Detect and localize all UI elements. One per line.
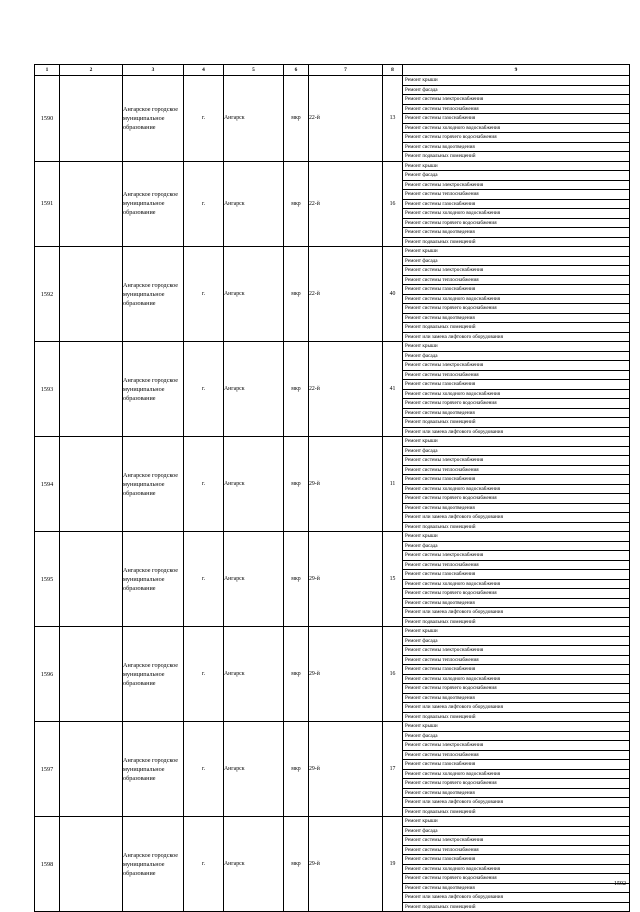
work-item: Ремонт системы горячего водоснабжения: [403, 304, 629, 314]
works-cell: [403, 532, 630, 627]
city-cell: Ангарск: [224, 161, 284, 247]
work-item: Ремонт системы водоотведения: [403, 314, 629, 324]
work-item: Ремонт системы газоснабжения: [403, 475, 629, 485]
work-item: Ремонт системы теплоснабжения: [403, 276, 629, 286]
work-item: Ремонт подвальных помещений: [405, 713, 476, 720]
district-type-cell: мкр: [284, 161, 309, 247]
work-item: Ремонт или замена лифтового оборудования: [403, 893, 629, 903]
work-item: Ремонт подвальных помещений: [405, 808, 476, 815]
work-item: Ремонт системы водоотведения: [403, 228, 629, 238]
work-item: Ремонт системы электроснабжения: [403, 181, 629, 191]
work-item: Ремонт или замена лифтового оборудования: [403, 608, 629, 618]
work-item: Ремонт фасада: [403, 86, 629, 96]
street-cell: 29-й: [309, 722, 383, 817]
work-item: Ремонт системы теплоснабжения: [403, 466, 629, 476]
work-item: Ремонт системы газоснабжения: [403, 570, 629, 580]
work-item: Ремонт крыши: [403, 627, 629, 637]
work-item: Ремонт подвальных помещений: [403, 418, 629, 428]
empty-cell: [60, 437, 123, 532]
work-item: Ремонт системы теплоснабжения: [403, 656, 629, 666]
work-item: Ремонт фасада: [403, 827, 629, 837]
column-header: 8: [383, 65, 403, 76]
house-number-cell: 40: [383, 247, 403, 342]
work-item: Ремонт системы горячего водоснабжения: [403, 494, 629, 504]
works-cell: [403, 76, 630, 162]
work-item: Ремонт фасада: [403, 637, 629, 647]
municipality-cell: Ангарское городское муниципальное образование: [123, 247, 184, 342]
empty-cell: [60, 817, 123, 912]
work-item: Ремонт системы горячего водоснабжения: [403, 219, 629, 229]
settlement-type-cell: г.: [184, 247, 224, 342]
work-item: Ремонт фасада: [403, 542, 629, 552]
work-item: Ремонт крыши: [403, 437, 629, 447]
work-item: Ремонт системы горячего водоснабжения: [403, 133, 629, 143]
street-cell: 22-й: [309, 342, 383, 437]
work-item: Ремонт фасада: [403, 732, 629, 742]
empty-cell: [60, 76, 123, 162]
work-item: Ремонт системы горячего водоснабжения: [403, 779, 629, 789]
work-item: Ремонт системы газоснабжения: [403, 665, 629, 675]
empty-cell: [60, 722, 123, 817]
house-number-cell: 17: [383, 722, 403, 817]
work-item: Ремонт системы холодного водоснабжения: [403, 485, 629, 495]
work-item: Ремонт крыши: [403, 247, 629, 257]
row-number: 1594: [35, 437, 60, 532]
street-cell: 29-й: [309, 437, 383, 532]
work-item: Ремонт системы газоснабжения: [403, 285, 629, 295]
column-header: 7: [309, 65, 383, 76]
city-cell: Ангарск: [224, 76, 284, 162]
work-item: Ремонт или замена лифтового оборудования: [403, 513, 629, 523]
work-item: Ремонт подвальных помещений: [405, 153, 476, 159]
work-item: Ремонт системы холодного водоснабжения: [403, 675, 629, 685]
house-number-cell: 13: [383, 76, 403, 162]
house-number-cell: 16: [383, 627, 403, 722]
street-cell: 22-й: [309, 76, 383, 162]
work-item: Ремонт системы горячего водоснабжения: [403, 399, 629, 409]
row-number: 1593: [35, 342, 60, 437]
table-row: [35, 161, 630, 247]
municipality-cell: Ангарское городское муниципальное образование: [123, 722, 184, 817]
work-item: Ремонт системы холодного водоснабжения: [403, 124, 629, 134]
table-row: [35, 722, 630, 817]
table-row: [35, 247, 630, 342]
work-item: Ремонт или замена лифтового оборудования: [403, 703, 629, 713]
works-cell: [403, 161, 630, 247]
column-header: 9: [403, 65, 630, 76]
works-cell: [403, 437, 630, 532]
municipality-cell: Ангарское городское муниципальное образование: [123, 627, 184, 722]
street-cell: 29-й: [309, 532, 383, 627]
work-item: Ремонт системы водоотведения: [403, 143, 629, 153]
work-item: Ремонт системы электроснабжения: [403, 646, 629, 656]
work-item: Ремонт системы холодного водоснабжения: [403, 770, 629, 780]
row-number: 1590: [35, 76, 60, 162]
city-cell: Ангарск: [224, 532, 284, 627]
work-item: Ремонт крыши: [403, 722, 629, 732]
row-number: 1592: [35, 247, 60, 342]
work-item: Ремонт системы электроснабжения: [403, 95, 629, 105]
work-item: Ремонт крыши: [403, 342, 629, 352]
work-item: Ремонт системы холодного водоснабжения: [403, 580, 629, 590]
work-item: Ремонт крыши: [403, 76, 629, 86]
work-item: Ремонт системы теплоснабжения: [403, 190, 629, 200]
work-item: Ремонт системы горячего водоснабжения: [403, 874, 629, 884]
work-item: Ремонт системы водоотведения: [403, 409, 629, 419]
column-header: 3: [123, 65, 184, 76]
street-cell: 29-й: [309, 817, 383, 912]
district-type-cell: мкр: [284, 437, 309, 532]
work-item: Ремонт системы теплоснабжения: [403, 561, 629, 571]
work-item: Ремонт системы теплоснабжения: [403, 371, 629, 381]
street-cell: 22-й: [309, 161, 383, 247]
work-item: Ремонт системы холодного водоснабжения: [403, 209, 629, 219]
table-row: [35, 437, 630, 532]
page-number: 1592: [614, 881, 626, 887]
municipality-cell: Ангарское городское муниципальное образование: [123, 161, 184, 247]
column-number-row: [35, 65, 630, 76]
municipality-cell: Ангарское городское муниципальное образование: [123, 342, 184, 437]
column-header: 1: [35, 65, 60, 76]
street-cell: 22-й: [309, 247, 383, 342]
work-item: Ремонт фасада: [403, 257, 629, 267]
work-item: Ремонт системы электроснабжения: [403, 361, 629, 371]
table-body: [35, 76, 630, 912]
city-cell: Ангарск: [224, 247, 284, 342]
table-row: [35, 76, 630, 162]
row-number: 1596: [35, 627, 60, 722]
work-item: Ремонт системы холодного водоснабжения: [403, 390, 629, 400]
empty-cell: [60, 247, 123, 342]
works-cell: [403, 627, 630, 722]
table-row: [35, 627, 630, 722]
column-header: 4: [184, 65, 224, 76]
settlement-type-cell: г.: [184, 722, 224, 817]
district-type-cell: мкр: [284, 532, 309, 627]
empty-cell: [60, 627, 123, 722]
city-cell: Ангарск: [224, 627, 284, 722]
work-item: Ремонт или замена лифтового оборудования: [405, 333, 503, 340]
work-item: Ремонт или замена лифтового оборудования: [405, 428, 503, 435]
house-number-cell: 15: [383, 532, 403, 627]
work-item: Ремонт системы горячего водоснабжения: [403, 684, 629, 694]
house-number-cell: 41: [383, 342, 403, 437]
work-item: Ремонт системы водоотведения: [403, 599, 629, 609]
works-cell: [403, 247, 630, 342]
work-item: Ремонт фасада: [403, 447, 629, 457]
city-cell: Ангарск: [224, 817, 284, 912]
work-item: Ремонт подвальных помещений: [403, 323, 629, 333]
house-number-cell: 16: [383, 161, 403, 247]
city-cell: Ангарск: [224, 437, 284, 532]
work-item: Ремонт системы электроснабжения: [403, 551, 629, 561]
settlement-type-cell: г.: [184, 76, 224, 162]
settlement-type-cell: г.: [184, 817, 224, 912]
work-item: Ремонт системы холодного водоснабжения: [403, 295, 629, 305]
column-header: 2: [60, 65, 123, 76]
work-item: Ремонт системы холодного водоснабжения: [403, 865, 629, 875]
work-item: Ремонт системы водоотведения: [403, 789, 629, 799]
work-item: Ремонт подвальных помещений: [405, 523, 476, 530]
work-item: Ремонт системы горячего водоснабжения: [403, 589, 629, 599]
work-item: Ремонт подвальных помещений: [405, 618, 476, 625]
work-item: Ремонт системы газоснабжения: [403, 855, 629, 865]
work-item: Ремонт системы газоснабжения: [403, 200, 629, 210]
works-cell: [403, 817, 630, 912]
work-item: Ремонт фасада: [403, 171, 629, 181]
row-number: 1598: [35, 817, 60, 912]
table-row: [35, 342, 630, 437]
column-header: 5: [224, 65, 284, 76]
city-cell: Ангарск: [224, 342, 284, 437]
district-type-cell: мкр: [284, 247, 309, 342]
district-type-cell: мкр: [284, 722, 309, 817]
settlement-type-cell: г.: [184, 627, 224, 722]
settlement-type-cell: г.: [184, 532, 224, 627]
row-number: 1595: [35, 532, 60, 627]
work-item: Ремонт системы газоснабжения: [403, 760, 629, 770]
settlement-type-cell: г.: [184, 437, 224, 532]
empty-cell: [60, 161, 123, 247]
row-number: 1591: [35, 161, 60, 247]
empty-cell: [60, 532, 123, 627]
works-cell: [403, 722, 630, 817]
column-header: 6: [284, 65, 309, 76]
table-row: [35, 817, 630, 912]
register-table: [34, 64, 630, 912]
work-item: Ремонт системы теплоснабжения: [403, 846, 629, 856]
work-item: Ремонт системы водоотведения: [403, 504, 629, 514]
municipality-cell: Ангарское городское муниципальное образование: [123, 76, 184, 162]
municipality-cell: Ангарское городское муниципальное образование: [123, 437, 184, 532]
street-cell: 29-й: [309, 627, 383, 722]
district-type-cell: мкр: [284, 817, 309, 912]
work-item: Ремонт системы водоотведения: [403, 884, 629, 894]
work-item: Ремонт крыши: [403, 162, 629, 172]
work-item: Ремонт системы газоснабжения: [403, 114, 629, 124]
district-type-cell: мкр: [284, 342, 309, 437]
work-item: Ремонт фасада: [403, 352, 629, 362]
work-item: Ремонт системы электроснабжения: [403, 741, 629, 751]
house-number-cell: 19: [383, 817, 403, 912]
work-item: Ремонт системы теплоснабжения: [403, 105, 629, 115]
district-type-cell: мкр: [284, 76, 309, 162]
house-number-cell: 11: [383, 437, 403, 532]
work-item: Ремонт системы электроснабжения: [403, 266, 629, 276]
work-item: Ремонт крыши: [403, 817, 629, 827]
settlement-type-cell: г.: [184, 161, 224, 247]
work-item: Ремонт или замена лифтового оборудования: [403, 798, 629, 808]
municipality-cell: Ангарское городское муниципальное образование: [123, 532, 184, 627]
table-row: [35, 532, 630, 627]
work-item: Ремонт системы электроснабжения: [403, 836, 629, 846]
work-item: Ремонт системы электроснабжения: [403, 456, 629, 466]
settlement-type-cell: г.: [184, 342, 224, 437]
works-cell: [403, 342, 630, 437]
municipality-cell: Ангарское городское муниципальное образование: [123, 817, 184, 912]
work-item: Ремонт системы водоотведения: [403, 694, 629, 704]
row-number: 1597: [35, 722, 60, 817]
work-item: Ремонт системы теплоснабжения: [403, 751, 629, 761]
city-cell: Ангарск: [224, 722, 284, 817]
district-type-cell: мкр: [284, 627, 309, 722]
work-item: Ремонт крыши: [403, 532, 629, 542]
work-item: Ремонт подвальных помещений: [405, 903, 476, 910]
work-item: Ремонт системы газоснабжения: [403, 380, 629, 390]
empty-cell: [60, 342, 123, 437]
work-item: Ремонт подвальных помещений: [405, 238, 476, 245]
